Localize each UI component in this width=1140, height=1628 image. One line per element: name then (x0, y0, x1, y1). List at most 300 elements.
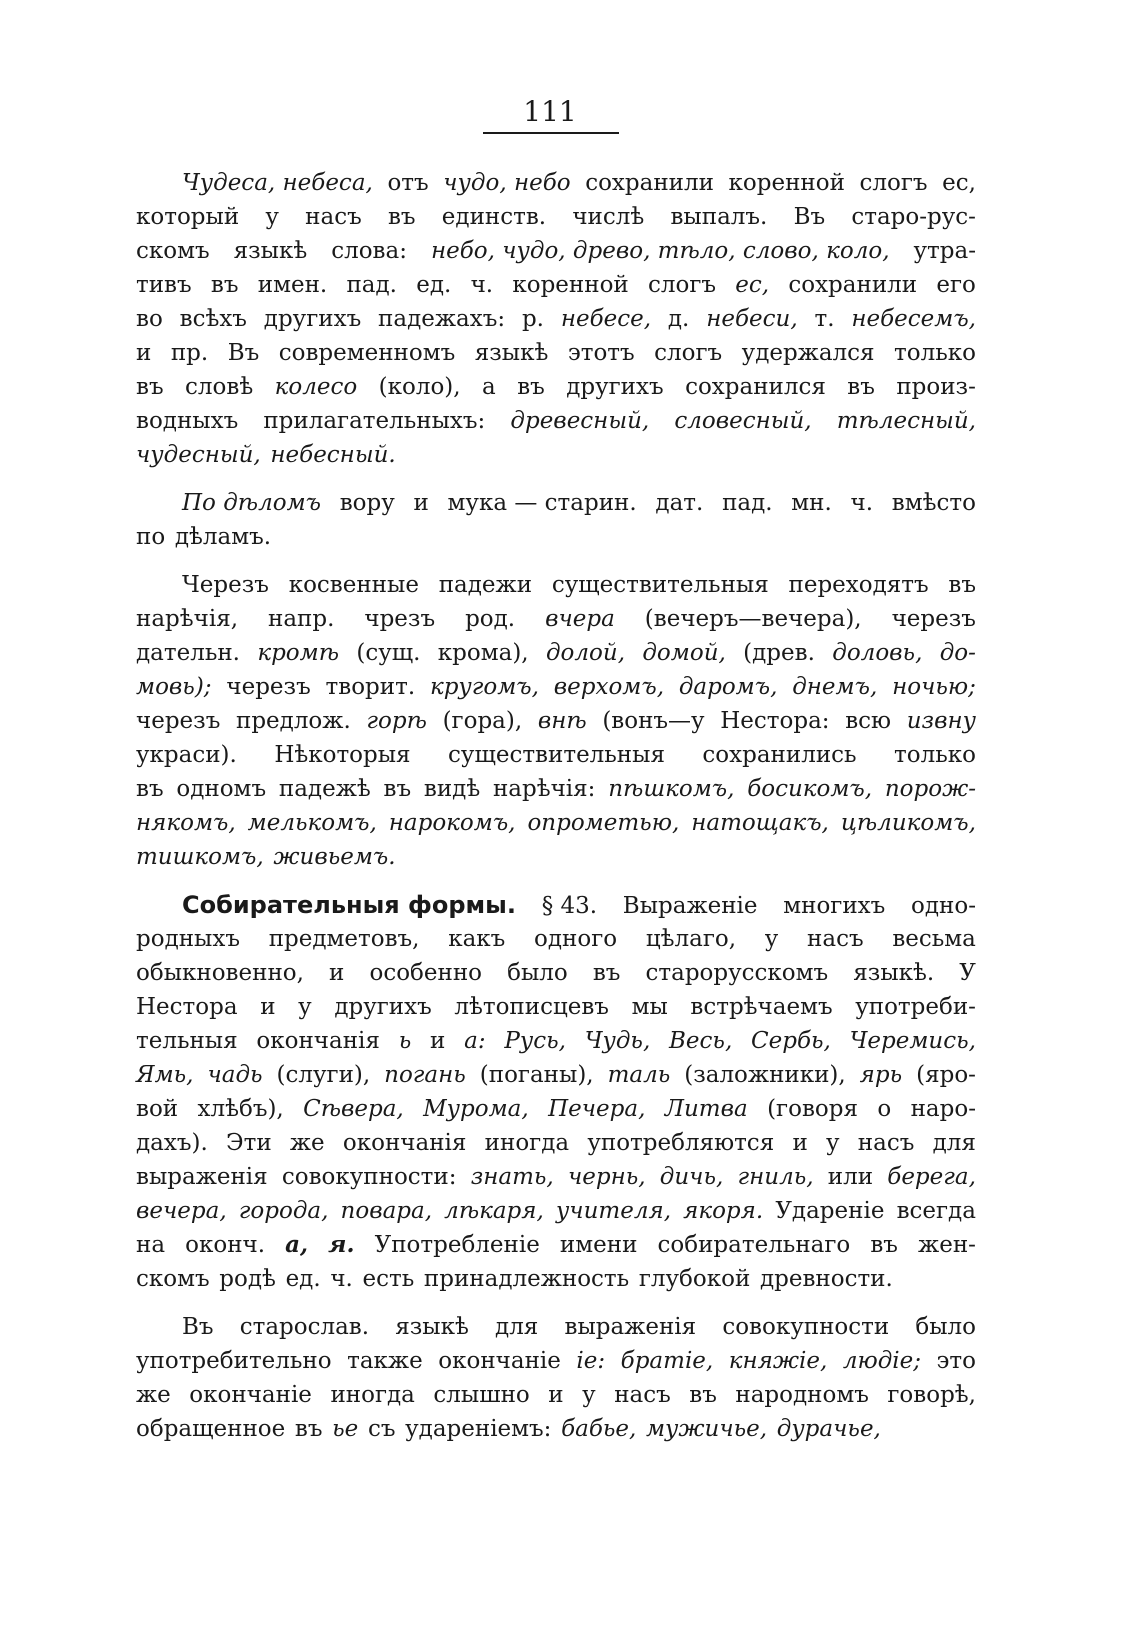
word: извну (906, 708, 976, 734)
word: другихъ (334, 994, 432, 1020)
word: (древ. (743, 640, 815, 666)
word: Мурома, (423, 1096, 529, 1122)
paragraph-gap (136, 874, 976, 888)
paragraph (136, 166, 976, 472)
word: слогъ (654, 340, 723, 366)
word: якоря. (683, 1198, 764, 1224)
word: я. (328, 1231, 355, 1258)
word: числѣ (572, 204, 645, 230)
text-line (136, 636, 976, 670)
text-line (136, 1092, 976, 1126)
word: мука — старин. (447, 490, 637, 516)
word: по (136, 524, 166, 550)
word: родѣ (219, 1266, 276, 1292)
word: окончанія (342, 1130, 467, 1156)
word: въ (210, 272, 239, 298)
word: нарокомъ, (388, 810, 516, 836)
word: небесный. (270, 442, 396, 468)
word: нарѣчія: (492, 776, 596, 802)
word: утра- (913, 238, 976, 264)
word: у (298, 994, 312, 1020)
word: словѣ (185, 374, 254, 400)
word: ес, (942, 170, 976, 196)
word: тивъ (136, 272, 192, 298)
word: въ (387, 204, 416, 230)
word: въ (870, 1232, 898, 1258)
word: и (260, 994, 276, 1020)
word: слогъ (648, 272, 717, 298)
word: удареніемъ: (405, 1416, 552, 1442)
text-line (136, 200, 976, 234)
word: насъ (305, 204, 362, 230)
word: современномъ (278, 340, 456, 366)
word: а, (285, 1231, 309, 1258)
word: принадлежность (423, 1266, 630, 1292)
word: только (894, 340, 976, 366)
word: всю (845, 708, 892, 734)
word: внѣ (537, 708, 587, 734)
word: небо, чудо, древо, тѣло, слово, коло, (430, 238, 890, 264)
word: Нѣкоторыя (274, 742, 411, 768)
word: дательн. (136, 640, 240, 666)
word: кромѣ (257, 640, 339, 666)
word: украси). (136, 742, 237, 768)
word: Нестора: (720, 708, 830, 734)
word: чадь (207, 1062, 263, 1088)
word: и (413, 490, 429, 516)
text-line (136, 1228, 976, 1262)
word: это (936, 1348, 976, 1374)
word: лѣкаря, (444, 1198, 544, 1224)
word: (сущ. (356, 640, 421, 666)
word: берега, (887, 1164, 976, 1190)
word: языкѣ (474, 340, 549, 366)
word: черезъ (226, 674, 311, 700)
word: другихъ (263, 306, 362, 332)
word: падежахъ: (378, 306, 506, 332)
word: ед. (416, 272, 452, 298)
word: мы (631, 994, 668, 1020)
word: предлож. (236, 708, 351, 734)
word: род. (465, 606, 516, 632)
word: скомъ (136, 238, 210, 264)
word: братіе, (620, 1348, 714, 1374)
word: ье (332, 1416, 359, 1442)
word: словесный, (674, 408, 812, 434)
word: даромъ, (678, 674, 778, 700)
word: въ (592, 960, 621, 986)
word: учителя, (555, 1198, 672, 1224)
text-line (136, 602, 976, 636)
word: вору (339, 490, 395, 516)
word: а (482, 374, 496, 400)
word: гниль, (737, 1164, 814, 1190)
word: было (915, 1314, 976, 1340)
word: тельныя (136, 1028, 238, 1054)
word: на (136, 1232, 166, 1258)
word: города, (238, 1198, 329, 1224)
word: Въ (227, 340, 260, 366)
paragraph-gap (136, 472, 976, 486)
word: было (507, 960, 568, 986)
word: таль (607, 1062, 671, 1088)
word: вечера, (136, 1198, 227, 1224)
word: совокупности: (281, 1164, 457, 1190)
word: у (764, 926, 779, 952)
text-line (136, 922, 976, 956)
word: У (959, 960, 976, 986)
word: употреби- (855, 994, 976, 1020)
word: же (136, 1382, 171, 1408)
word: черезъ (891, 606, 976, 632)
word: въ (948, 572, 976, 598)
word: въ (689, 1382, 717, 1408)
word: глубокой (638, 1266, 751, 1292)
word: и (136, 340, 152, 366)
word: людіе; (842, 1348, 922, 1374)
word: жен- (918, 1232, 976, 1258)
word: оконч. (185, 1232, 266, 1258)
word: употребляются (587, 1130, 775, 1156)
word: Удареніе (775, 1198, 885, 1224)
word: выраженія (136, 1164, 268, 1190)
text-line (136, 1024, 976, 1058)
word: какъ (448, 926, 506, 952)
word: вмѣсто (891, 490, 976, 516)
word: небеси, (706, 306, 798, 332)
word: нарѣчія, (136, 606, 239, 632)
text-line (136, 990, 976, 1024)
word: крома), (437, 640, 529, 666)
word: небесе, (560, 306, 652, 332)
word: пад. (346, 272, 397, 298)
word: насъ (857, 1130, 915, 1156)
word: мелькомъ, (247, 810, 377, 836)
word: удержался (741, 340, 875, 366)
word: который (136, 204, 240, 230)
word: сохранился (685, 374, 826, 400)
text-line (136, 486, 976, 520)
word: живьемъ. (273, 844, 396, 870)
word: Черемись, (849, 1028, 976, 1054)
text-line (136, 336, 976, 370)
word: въ (383, 776, 412, 802)
word: также (347, 1348, 423, 1374)
word: народномъ (735, 1382, 869, 1408)
word: опрометью, (527, 810, 680, 836)
word: и (430, 1028, 446, 1054)
word: (яро- (916, 1062, 976, 1088)
word: одномъ (176, 776, 267, 802)
word: хлѣбъ), (197, 1096, 284, 1122)
word: чудо, небо (443, 170, 571, 196)
word: имени (559, 1232, 638, 1258)
text-line (136, 568, 976, 602)
text-line (136, 888, 976, 922)
word: Собирательныя формы. (182, 891, 516, 919)
word: у (826, 1130, 840, 1156)
text-line (136, 1344, 976, 1378)
word: или (827, 1164, 874, 1190)
paragraph-gap (136, 554, 976, 568)
word: ярь (859, 1062, 903, 1088)
word: весьма (892, 926, 976, 952)
word: цѣликомъ, (840, 810, 976, 836)
word: домой, (642, 640, 726, 666)
word: вой (136, 1096, 179, 1122)
text-line (136, 956, 976, 990)
word: иногда (330, 1382, 415, 1408)
text-line (136, 404, 976, 438)
page-number: 111 (523, 95, 577, 128)
word: же (289, 1130, 325, 1156)
word: (заложники), (684, 1062, 846, 1088)
word: окончаніе (438, 1348, 561, 1374)
word: дат. (655, 490, 704, 516)
word: древесный, (510, 408, 650, 434)
word: іе: (576, 1348, 606, 1374)
page-number-rule (483, 132, 619, 134)
word: бабье, (561, 1416, 637, 1442)
word: для (495, 1314, 539, 1340)
word: а: (464, 1028, 486, 1054)
word: языкѣ (395, 1314, 469, 1340)
text-line (136, 840, 976, 874)
word: Употребленіе (374, 1232, 540, 1258)
text-line (136, 302, 976, 336)
word: единств. (441, 204, 547, 230)
body-text (136, 166, 976, 1446)
word: небесемъ, (851, 306, 976, 332)
word: существительныя (448, 742, 665, 768)
word: и (548, 1382, 564, 1408)
text-line (136, 1262, 976, 1296)
word: старослав. (239, 1314, 370, 1340)
text-line (136, 1058, 976, 1092)
word: коренной (728, 170, 845, 196)
word: водныхъ (136, 408, 239, 434)
word: наро- (910, 1096, 976, 1122)
word: съ (367, 1416, 396, 1442)
word: скомъ (136, 1266, 210, 1292)
word: въ (517, 374, 545, 400)
word: порож- (884, 776, 976, 802)
word: насъ (614, 1382, 671, 1408)
word: Чудь, (584, 1028, 651, 1054)
word: другихъ (566, 374, 664, 400)
text-line (136, 704, 976, 738)
word: (слуги), (276, 1062, 371, 1088)
word: отъ (387, 170, 429, 196)
word: (гора), (442, 708, 523, 734)
word: коренной (512, 272, 629, 298)
word: мужичье, (645, 1416, 768, 1442)
word: многихъ (783, 893, 886, 919)
word: дахъ). (136, 1130, 208, 1156)
word: видѣ (423, 776, 481, 802)
word: Печера, (548, 1096, 646, 1122)
word: прилагательныхъ: (263, 408, 486, 434)
word: Выраженіе (622, 893, 758, 919)
text-line (136, 520, 976, 554)
word: въ (847, 374, 875, 400)
word: слова: (331, 238, 407, 264)
word: и (792, 1130, 808, 1156)
word: особенно (369, 960, 483, 986)
word: слышно (433, 1382, 530, 1408)
word: выпалъ. (670, 204, 768, 230)
word: знать, (470, 1164, 554, 1190)
word: цѣлаго, (645, 926, 737, 952)
word: (говоря (767, 1096, 858, 1122)
word: Въ (793, 204, 826, 230)
word: древности. (759, 1266, 893, 1292)
word: падежѣ (278, 776, 371, 802)
word: окончаніе (189, 1382, 312, 1408)
word: въ (136, 374, 164, 400)
word: у (582, 1382, 596, 1408)
word: встрѣчаемъ (690, 994, 833, 1020)
word: Чудеса, небеса, (182, 170, 373, 196)
word: сохранили (788, 272, 918, 298)
word: сохранили (585, 170, 714, 196)
word: ь (398, 1028, 412, 1054)
word: ес, (735, 272, 770, 298)
word: тишкомъ, (136, 844, 264, 870)
text-line (136, 234, 976, 268)
word: языкѣ (233, 238, 308, 264)
word: дурачье, (776, 1416, 881, 1442)
text-line (136, 268, 976, 302)
word: имен. (257, 272, 328, 298)
text-line (136, 806, 976, 840)
text-line (136, 1126, 976, 1160)
word: и (329, 960, 345, 986)
word: иногда (484, 1130, 570, 1156)
word: долой, (545, 640, 626, 666)
word: произ- (896, 374, 976, 400)
word: говорѣ, (887, 1382, 976, 1408)
word: Литва (664, 1096, 748, 1122)
word: лѣтописцевъ (454, 994, 609, 1020)
word: някомъ, (136, 810, 236, 836)
word: ч. (330, 1266, 353, 1292)
word: Черезъ (182, 572, 269, 598)
word: вчера (545, 606, 615, 632)
word: творит. (325, 674, 416, 700)
word: натощакъ, (691, 810, 829, 836)
word: ч. (470, 272, 494, 298)
word: о (877, 1096, 892, 1122)
word: слогъ (859, 170, 928, 196)
word: дичь, (659, 1164, 724, 1190)
paragraph (136, 486, 976, 554)
word: одно- (911, 893, 976, 919)
text-line (136, 438, 976, 472)
word: во (136, 306, 163, 332)
word: косвенные (288, 572, 419, 598)
word: пад. (722, 490, 773, 516)
text-line (136, 1310, 976, 1344)
word: княжіе, (728, 1348, 828, 1374)
word: колесо (274, 374, 358, 400)
word: обращенное (136, 1416, 286, 1442)
text-line (136, 370, 976, 404)
text-line (136, 772, 976, 806)
word: старорусскомъ (645, 960, 829, 986)
word: всегда (896, 1198, 976, 1224)
word: есть (362, 1266, 415, 1292)
word: (поганы), (479, 1062, 594, 1088)
word: напр. (268, 606, 335, 632)
word: ед. (285, 1266, 321, 1292)
word: пр. (170, 340, 209, 366)
paragraph (136, 1310, 976, 1446)
paragraph (136, 568, 976, 874)
word: дѣламъ. (174, 524, 272, 550)
word: Эти (226, 1130, 272, 1156)
word: переходятъ (788, 572, 929, 598)
word: употребительно (136, 1348, 332, 1374)
word: этотъ (567, 340, 635, 366)
word: мн. (791, 490, 832, 516)
text-line (136, 1378, 976, 1412)
word: только (894, 742, 976, 768)
text-line (136, 1412, 976, 1446)
word: падежи (438, 572, 533, 598)
word: существительныя (551, 572, 769, 598)
word: его (936, 272, 976, 298)
word: (вечеръ—вечера), (644, 606, 862, 632)
word: Сербь, (751, 1028, 831, 1054)
word: насъ (807, 926, 864, 952)
word: до- (939, 640, 976, 666)
word: сохранились (702, 742, 857, 768)
word: собирательнаго (657, 1232, 851, 1258)
text-line (136, 1160, 976, 1194)
word: ч. (850, 490, 874, 516)
word: горѣ (366, 708, 427, 734)
word: Въ (182, 1314, 214, 1340)
word: погань (384, 1062, 466, 1088)
word: Ямь, (136, 1062, 194, 1088)
word: босикомъ, (747, 776, 873, 802)
word: § 43. (541, 893, 598, 919)
word: Сѣвера, (303, 1096, 404, 1122)
text-line (136, 670, 976, 704)
word: тѣлесный, (836, 408, 976, 434)
word: (вонъ—у (602, 708, 705, 734)
word: Русь, (504, 1028, 566, 1054)
word: верхомъ, (553, 674, 664, 700)
word: По дѣломъ (182, 490, 321, 516)
text-line (136, 1194, 976, 1228)
word: у (265, 204, 279, 230)
word: р. (521, 306, 544, 332)
word: чудесный, (136, 442, 261, 468)
paragraph-gap (136, 1296, 976, 1310)
word: въ (136, 776, 164, 802)
word: (коло), (378, 374, 461, 400)
word: повара, (340, 1198, 433, 1224)
word: черезъ (136, 708, 221, 734)
word: чрезъ (364, 606, 436, 632)
word: Нестора (136, 994, 238, 1020)
word: совокупности (722, 1314, 890, 1340)
word: старо-рус- (851, 204, 976, 230)
word: языкѣ. (853, 960, 935, 986)
word: обыкновенно, (136, 960, 304, 986)
